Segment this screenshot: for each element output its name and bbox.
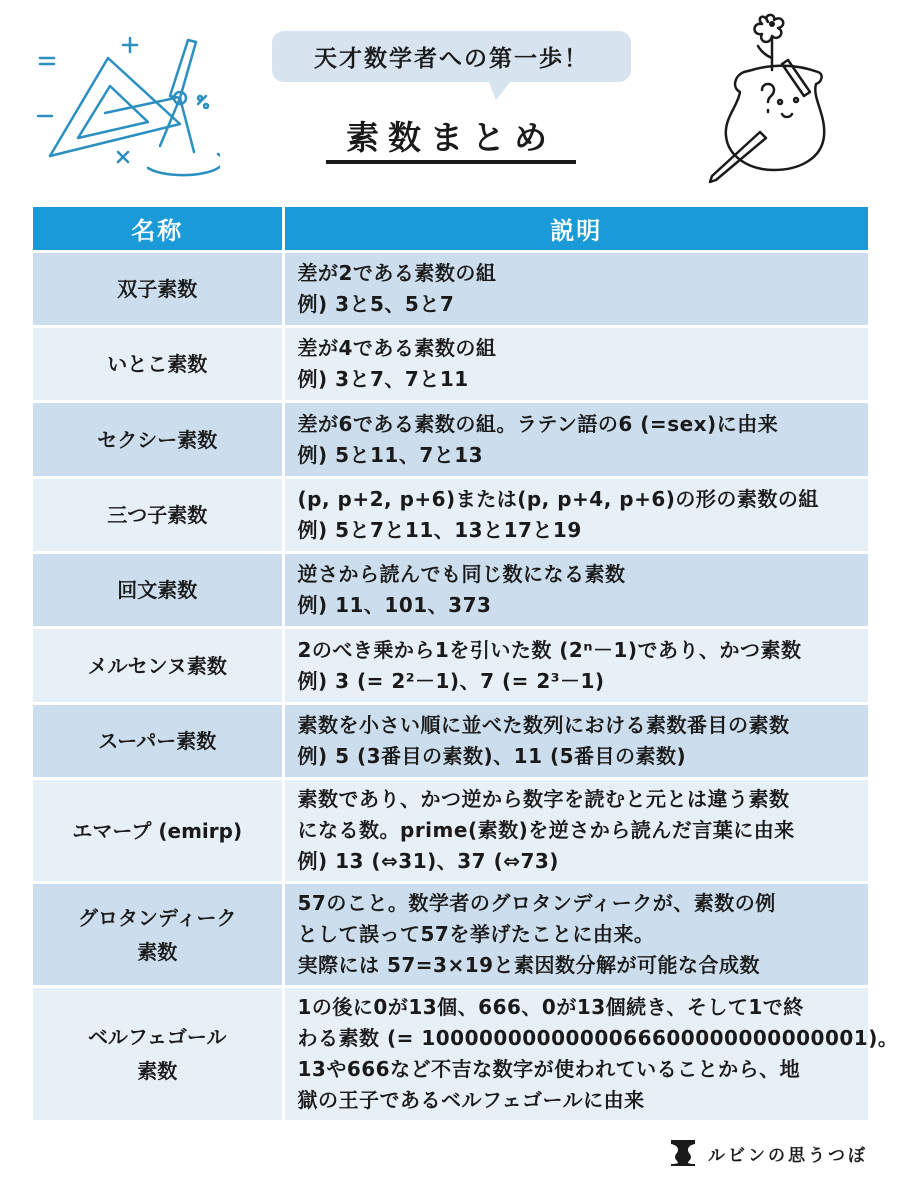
- title-underline: [326, 160, 576, 164]
- prime-name: 素数: [137, 939, 178, 964]
- prime-name: ベルフェゴール: [87, 1025, 227, 1049]
- description-line: 57のこと。数学者のグロタンディークが、素数の例: [297, 891, 776, 915]
- table-row: [33, 987, 868, 1122]
- description-line: 差が4である素数の組: [297, 336, 497, 360]
- description-line: 例) 3 (= 2²－1)、7 (= 2³－1): [297, 668, 605, 693]
- rubin-vase-icon: [668, 1138, 698, 1168]
- prime-name: スーパー素数: [98, 729, 217, 753]
- description-line: 逆さから読んでも同じ数になる素数: [297, 562, 626, 586]
- bubble-text: 天才数学者への第一歩！: [314, 46, 589, 72]
- description-line: 例) 5と11、7と13: [297, 442, 484, 467]
- prime-name: 三つ子素数: [107, 503, 208, 527]
- prime-name: グロタンディーク: [78, 905, 237, 930]
- description-line: 例) 5 (3番目の素数)、11 (5番目の素数): [297, 744, 687, 768]
- header: [0, 0, 900, 205]
- prime-name-cell: [33, 252, 283, 327]
- table-row: [33, 628, 868, 704]
- prime-name: セクシー素数: [97, 427, 218, 452]
- description-line: 実際には 57=3×19と素因数分解が可能な合成数: [297, 953, 761, 977]
- prime-name: 回文素数: [117, 578, 198, 602]
- prime-summary-table: [33, 207, 899, 1123]
- prime-name-cell: [33, 478, 283, 553]
- table-row: [33, 704, 868, 779]
- prime-name: 素数: [137, 1059, 178, 1083]
- prime-description-cell: [283, 628, 868, 704]
- table-row: [33, 883, 868, 987]
- speech-bubble-tail: [488, 80, 512, 100]
- thinking-head-illustration: [700, 10, 830, 185]
- speech-bubble: [272, 31, 631, 82]
- prime-name-cell: [33, 883, 283, 987]
- table-row: [33, 327, 868, 402]
- prime-description-cell: [283, 553, 868, 628]
- description-line: 2のべき乗から1を引いた数 (2ⁿ－1)であり、かつ素数: [297, 637, 802, 662]
- table-row: [33, 553, 868, 628]
- prime-name: いとこ素数: [107, 352, 208, 376]
- prime-description-cell: [283, 704, 868, 779]
- prime-description-cell: [283, 402, 868, 478]
- description-line: わる素数 (= 1000000000000066600000000000001)。: [297, 1026, 899, 1050]
- prime-description-cell: [283, 327, 868, 402]
- description-line: になる数。prime(素数)を逆さから読んだ言葉に由来: [297, 818, 795, 842]
- prime-name: 双子素数: [117, 277, 198, 301]
- description-line: 差が6である素数の組。ラテン語の6 (=sex)に由来: [297, 411, 779, 436]
- footer-text: ルビンの思うつぼ: [708, 1145, 868, 1166]
- prime-name: エマープ (emirp): [72, 818, 243, 843]
- table-header-row: [33, 207, 868, 252]
- footer-brand: [668, 1138, 868, 1168]
- prime-description-cell: [283, 883, 868, 987]
- description-line: 例) 3と7、7と11: [297, 367, 469, 391]
- prime-name: メルセンヌ素数: [87, 653, 227, 678]
- prime-name-cell: [33, 402, 283, 478]
- description-line: 例) 11、101、373: [297, 593, 492, 617]
- column-header-description: 説明: [283, 207, 868, 252]
- column-header-name: 名称: [33, 207, 283, 252]
- table-row: [33, 252, 868, 327]
- prime-name-cell: [33, 327, 283, 402]
- prime-description-cell: [283, 779, 868, 883]
- geometry-tools-illustration: [30, 28, 220, 178]
- description-line: 獄の王子であるベルフェゴールに由来: [297, 1088, 645, 1112]
- description-line: (p, p+2, p+6)または(p, p+4, p+6)の形の素数の組: [297, 487, 819, 511]
- description-line: 13や666など不吉な数字が使われていることから、地: [297, 1057, 801, 1081]
- description-line: 素数を小さい順に並べた数列における素数番目の素数: [297, 713, 790, 737]
- table-row: [33, 478, 868, 553]
- table-row: [33, 402, 868, 478]
- description-line: 例) 5と7と11、13と17と19: [297, 518, 582, 542]
- prime-name-cell: [33, 628, 283, 704]
- prime-description-cell: [283, 478, 868, 553]
- description-line: 差が2である素数の組: [297, 261, 497, 285]
- page-title: 素数まとめ: [346, 117, 556, 157]
- prime-description-cell: [283, 987, 899, 1122]
- prime-description-cell: [283, 252, 868, 327]
- description-line: 1の後に0が13個、666、0が13個続き、そして1で終: [297, 995, 804, 1019]
- prime-name-cell: [33, 779, 283, 883]
- description-line: として誤って57を挙げたことに由来。: [297, 922, 655, 946]
- prime-name-cell: [33, 987, 283, 1122]
- prime-name-cell: [33, 553, 283, 628]
- description-line: 素数であり、かつ逆から数字を読むと元とは違う素数: [297, 787, 790, 811]
- description-line: 例) 13 (⇔31)、37 (⇔73): [297, 849, 559, 873]
- table-row: [33, 779, 868, 883]
- description-line: 例) 3と5、5と7: [297, 292, 455, 316]
- prime-name-cell: [33, 704, 283, 779]
